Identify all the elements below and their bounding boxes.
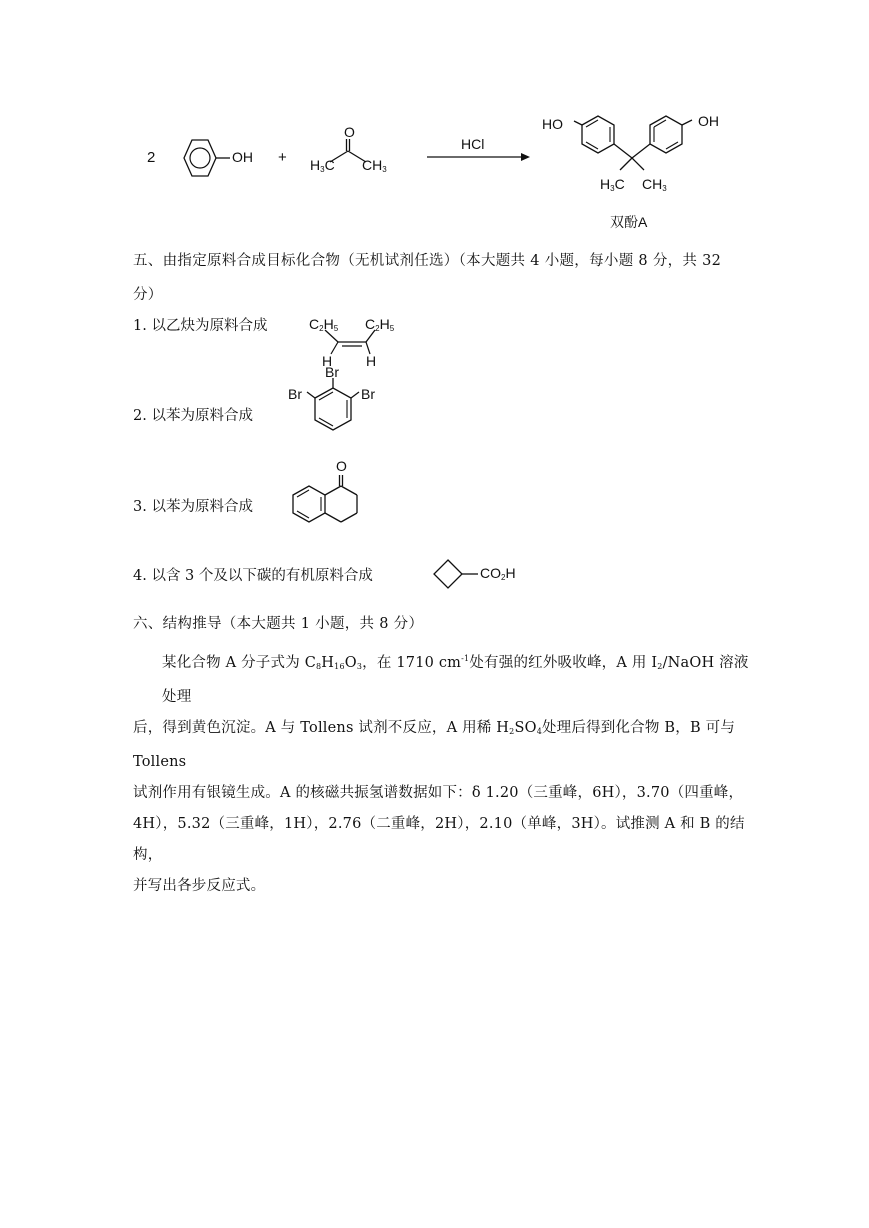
acetone-methyl-right: $CH_3$ <box>362 157 387 174</box>
problem-line-5: 并写出各步反应式。 <box>133 878 266 894</box>
bisphenol-oh-label: OH <box>698 113 719 129</box>
phenol-oh-label: OH <box>232 149 253 165</box>
target-2-structure <box>283 360 393 445</box>
bisphenol-ho-label: HO <box>542 116 563 132</box>
question-item-1: 1. 以乙炔为原料合成 <box>133 318 268 334</box>
question-item-4: 4. 以含 3 个及以下碳的有机原料合成 <box>133 568 373 584</box>
reactant-coefficient: 2 <box>147 149 156 166</box>
target-1-ethyl-left: $C_2H_5$ <box>309 316 339 333</box>
question-item-2: 2. 以苯为原料合成 <box>133 408 253 424</box>
target-2-br-top: Br <box>325 364 339 380</box>
problem-line-1: 某化合物 A 分子式为 $C_8H_{16}O_3$，在 1710 $cm^{-1}$处有强的红外吸收峰，A 用 $I_2$/NaOH 溶液处理 <box>162 654 749 705</box>
problem-line-3: 试剂作用有银镜生成。A 的核磁共振氢谱数据如下：δ 1.20（三重峰，6H），3.70（四重峰， <box>133 785 744 801</box>
section5-title <box>133 249 721 304</box>
section5-title-line2: 分） <box>133 287 163 303</box>
question-item-3: 3. 以苯为原料合成 <box>133 499 253 515</box>
acetone-methyl-left: $H_3C$ <box>310 157 335 174</box>
problem-line-4: 4H），5.32（三重峰，1H），2.76（二重峰，2H），2.10（单峰，3H）。试推测 A 和 B 的结构， <box>133 816 745 863</box>
problem-line-2: 后，得到黄色沉淀。A 与 Tollens 试剂不反应，A 用稀 $H_2SO_4$处理后得到化合物 B，B 可与 Tollens <box>133 720 736 770</box>
reagent-label: HCl <box>461 136 485 152</box>
section5-title-line1: 五、由指定原料合成目标化合物（无机试剂任选）（本大题共 4 小题，每小题 8 分，共 32 <box>133 253 722 269</box>
phenol-structure <box>168 128 268 188</box>
bisphenol-methyl-right: $CH_3$ <box>642 176 667 193</box>
target-2-br-left: Br <box>288 386 302 402</box>
target-4-carboxyl-label: $CO_2H$ <box>480 565 516 582</box>
product-name: 双酚A <box>610 214 648 230</box>
target-4-structure <box>430 556 540 592</box>
target-3-structure <box>285 455 405 535</box>
bisphenol-a-structure <box>560 110 710 190</box>
reaction-scheme <box>0 0 869 240</box>
target-1-ethyl-right: $C_2H_5$ <box>365 316 395 333</box>
section6-title: 六、结构推导（本大题共 1 小题，共 8 分） <box>133 616 424 632</box>
reaction-arrow <box>425 150 535 164</box>
section6-problem-text <box>133 643 753 902</box>
target-2-br-right: Br <box>361 386 375 402</box>
target-3-oxygen-label: O <box>336 458 347 474</box>
acetone-oxygen-label: O <box>344 124 355 140</box>
plus-sign: + <box>278 149 287 166</box>
bisphenol-methyl-left: $H_3C$ <box>600 176 625 193</box>
target-1-h-right: H <box>366 353 377 369</box>
target-1-h-left: H <box>322 353 333 369</box>
